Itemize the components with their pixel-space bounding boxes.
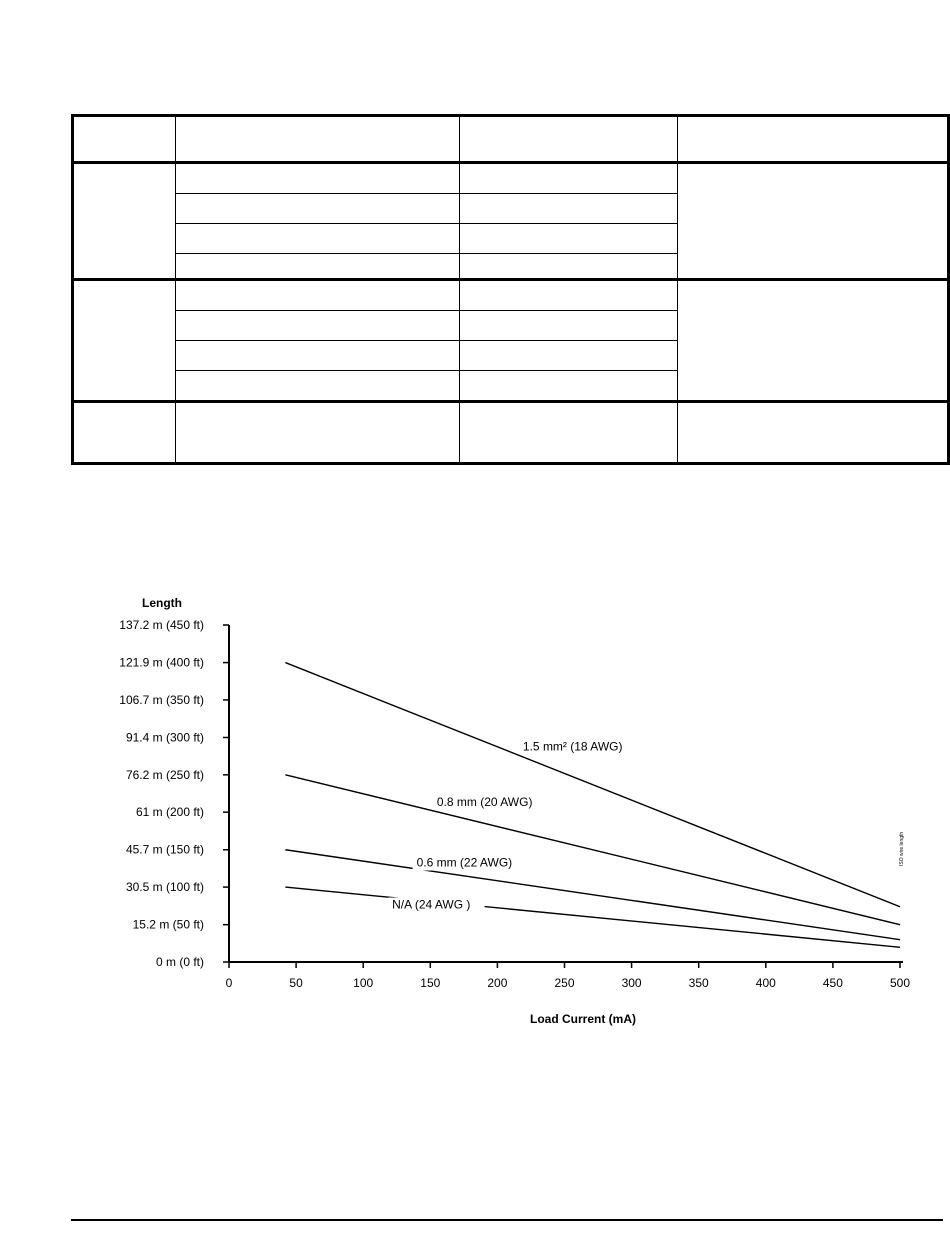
y-tick-label: 121.9 m (400 ft): [119, 655, 204, 670]
table-cell: [175, 254, 459, 280]
table-cell: [460, 371, 678, 402]
y-tick-label: 0 m (0 ft): [155, 955, 204, 969]
series-labels: [388, 739, 636, 912]
wire-spec-table: [71, 114, 950, 465]
table-header-cell: [677, 116, 948, 163]
table-cell: [175, 224, 459, 254]
x-tick-label: 150: [420, 976, 441, 990]
series-lines: [285, 663, 900, 948]
table-group-cell: [677, 402, 948, 464]
series-line: [285, 775, 900, 925]
x-tick-label: 350: [688, 976, 709, 990]
x-tick-label: 300: [621, 976, 642, 990]
x-axis-title: Load Current (mA): [530, 1012, 636, 1026]
y-tick-label: 137.2 m (450 ft): [119, 618, 204, 632]
table-group-cell: [677, 280, 948, 402]
table-cell: [460, 280, 678, 311]
series-line: [285, 663, 900, 907]
x-tick-label: 500: [889, 976, 911, 990]
table-cell: [460, 341, 678, 371]
table-row: [73, 163, 949, 194]
table-cell: [175, 280, 459, 311]
series-line: [285, 887, 900, 947]
y-tick-label: 45.7 m (150 ft): [125, 842, 204, 857]
table-cell: [460, 311, 678, 341]
x-tick-label: 100: [353, 976, 374, 990]
table-row: [73, 280, 949, 311]
table-cell: [175, 371, 459, 402]
table-group-cell: [73, 163, 176, 280]
table-header-cell: [175, 116, 459, 163]
side-note: ISO wire length: [899, 831, 905, 866]
footer-rule: [71, 1219, 943, 1221]
table-header-row: [73, 116, 949, 163]
table-group-cell: [677, 163, 948, 280]
table-cell: [460, 402, 678, 464]
y-tick-label: 76.2 m (250 ft): [125, 767, 204, 782]
y-axis-ticks: [119, 618, 229, 969]
series-line: [285, 850, 900, 940]
table-cell: [460, 224, 678, 254]
y-tick-label: 30.5 m (100 ft): [125, 880, 204, 895]
y-tick-label: 106.7 m (350 ft): [119, 692, 204, 707]
series-label: 0.8 mm (20 AWG): [436, 794, 533, 809]
x-axis-ticks: [226, 962, 911, 990]
table-cell: [175, 341, 459, 371]
x-tick-label: 200: [487, 976, 508, 990]
table-group-cell: [73, 402, 176, 464]
y-tick-label: 61 m (200 ft): [135, 805, 204, 820]
table-cell: [175, 194, 459, 224]
x-tick-label: 400: [755, 976, 776, 990]
table-cell: [460, 163, 678, 194]
wire-length-chart: [0, 590, 950, 1050]
table-header-cell: [460, 116, 678, 163]
table-cell: [175, 311, 459, 341]
series-label: 1.5 mm² (18 AWG): [522, 739, 623, 754]
table-group-cell: [73, 280, 176, 402]
y-axis-title: Length: [142, 596, 182, 610]
x-tick-label: 450: [822, 976, 843, 990]
x-tick-label: 50: [289, 976, 303, 990]
series-label: N/A (24 AWG ): [392, 897, 471, 912]
x-tick-label: 0: [225, 976, 233, 990]
y-tick-label: 15.2 m (50 ft): [132, 917, 204, 932]
table-cell: [460, 194, 678, 224]
table-row: [73, 402, 949, 464]
table-cell: [175, 163, 459, 194]
table-cell: [460, 254, 678, 280]
y-tick-label: 91.4 m (300 ft): [125, 730, 204, 745]
x-tick-label: 250: [554, 976, 575, 990]
series-label: 0.6 mm (22 AWG): [416, 855, 513, 870]
table-cell: [175, 402, 459, 464]
table-header-cell: [73, 116, 176, 163]
